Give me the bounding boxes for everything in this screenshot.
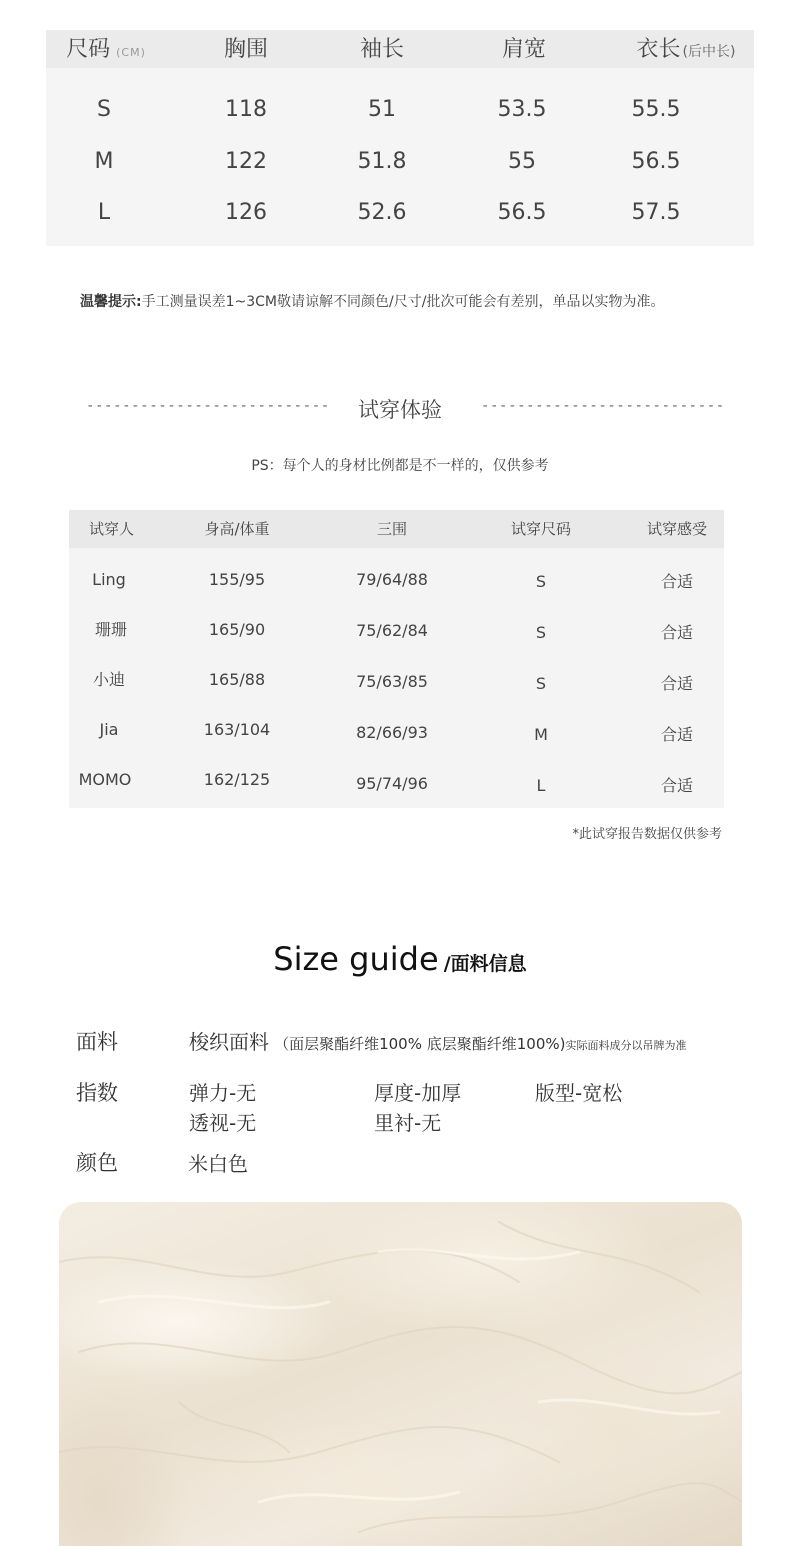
- try-on-footnote: *此试穿报告数据仅供参考: [572, 827, 722, 842]
- fabric-tiny-note: 实际面料成分以吊牌为准: [565, 1039, 687, 1052]
- size-guide-heading: [0, 940, 800, 978]
- index-label: 指数: [76, 1081, 118, 1105]
- tip-text: 手工测量误差1~3CM敬请谅解不同颜色/尺寸/批次可能会有差别，单品以实物为准。: [141, 294, 665, 310]
- header-size-label: 尺码: [66, 37, 111, 62]
- size-unit: (CM): [116, 46, 146, 59]
- measurements: 79/64/88: [356, 570, 428, 589]
- shoulder-cell: 56.5: [497, 200, 547, 225]
- measurements: 82/66/93: [356, 723, 428, 742]
- size-table: [46, 30, 754, 246]
- height-weight: 165/88: [208, 670, 266, 689]
- index-elasticity: 弹力-无: [189, 1081, 257, 1105]
- size-cell: M: [94, 149, 114, 174]
- tried-size: L: [536, 776, 546, 795]
- tried-size: S: [535, 623, 547, 642]
- height-weight: 155/95: [208, 570, 266, 589]
- length-note: (后中长): [682, 44, 736, 60]
- index-thickness: 厚度-加厚: [374, 1081, 462, 1105]
- fit-feeling: 合适: [660, 725, 693, 744]
- header-chest: 胸围: [223, 37, 268, 62]
- fabric-closeup-photo: [59, 1202, 742, 1546]
- length-cell: 56.5: [631, 149, 681, 174]
- fabric-value: [189, 1026, 686, 1055]
- header-tried-size: 试穿尺码: [510, 520, 571, 538]
- chest-cell: 118: [225, 97, 267, 122]
- sleeve-cell: 51: [368, 97, 396, 122]
- color-label: 颜色: [76, 1151, 118, 1175]
- title-divider-right: ---------------------------: [481, 398, 725, 414]
- measurements: 95/74/96: [356, 774, 428, 793]
- try-on-title: 试穿体验: [358, 398, 442, 422]
- length-cell: 55.5: [631, 97, 681, 122]
- length-cell: 57.5: [631, 200, 681, 225]
- height-weight: 162/125: [203, 770, 271, 789]
- size-cell: L: [97, 200, 111, 225]
- height-weight: 165/90: [208, 620, 266, 639]
- tried-size: S: [535, 674, 547, 693]
- fabric-label: 面料: [76, 1030, 118, 1054]
- index-fit: 版型-宽松: [535, 1081, 623, 1105]
- tester-name: Ling: [92, 570, 126, 589]
- measurements: 75/63/85: [356, 672, 428, 691]
- header-sleeve: 袖长: [359, 37, 404, 62]
- shoulder-cell: 53.5: [497, 97, 547, 122]
- chest-cell: 126: [225, 200, 267, 225]
- fabric-main: 梭织面料: [189, 1030, 269, 1054]
- size-cell: S: [97, 97, 111, 122]
- tried-size: M: [534, 725, 548, 744]
- tester-name: MOMO: [78, 770, 132, 789]
- fit-feeling: 合适: [660, 623, 693, 642]
- chest-cell: 122: [225, 149, 267, 174]
- header-length-label: 衣长: [636, 37, 681, 62]
- tester-name: 小迪: [92, 670, 125, 689]
- sleeve-cell: 51.8: [357, 149, 407, 174]
- header-size: [46, 36, 166, 67]
- height-weight: 163/104: [203, 720, 271, 739]
- header-length: [616, 36, 756, 66]
- size-guide-title: Size guide: [273, 940, 439, 978]
- tip-label: 温馨提示:: [80, 294, 142, 310]
- fleece-texture: [59, 1202, 742, 1546]
- tester-name: Jia: [99, 720, 119, 739]
- ps-note: PS：每个人的身材比例都是不一样的，仅供参考: [251, 458, 549, 474]
- fit-feeling: 合适: [660, 674, 693, 693]
- header-height-weight: 身高/体重: [204, 520, 270, 538]
- index-lining: 里衬-无: [374, 1111, 442, 1135]
- color-value: 米白色: [188, 1152, 248, 1176]
- index-transparency: 透视-无: [189, 1111, 257, 1135]
- tried-size: S: [535, 572, 547, 591]
- sleeve-cell: 52.6: [357, 200, 407, 225]
- measurement-tip: [80, 291, 664, 311]
- try-on-table: [69, 510, 724, 808]
- header-shoulder: 肩宽: [501, 37, 546, 62]
- size-guide-subtitle: /面料信息: [443, 953, 527, 975]
- header-measurements: 三围: [376, 520, 407, 538]
- header-fit-feeling: 试穿感受: [646, 520, 707, 538]
- title-divider-left: ---------------------------: [86, 398, 330, 414]
- fit-feeling: 合适: [660, 776, 693, 795]
- fit-feeling: 合适: [660, 572, 693, 591]
- header-tester: 试穿人: [88, 520, 134, 538]
- measurements: 75/62/84: [356, 621, 428, 640]
- tester-name: 珊珊: [94, 620, 127, 639]
- fabric-detail: （面层聚酯纤维100% 底层聚酯纤维100%): [274, 1035, 566, 1053]
- shoulder-cell: 55: [508, 149, 536, 174]
